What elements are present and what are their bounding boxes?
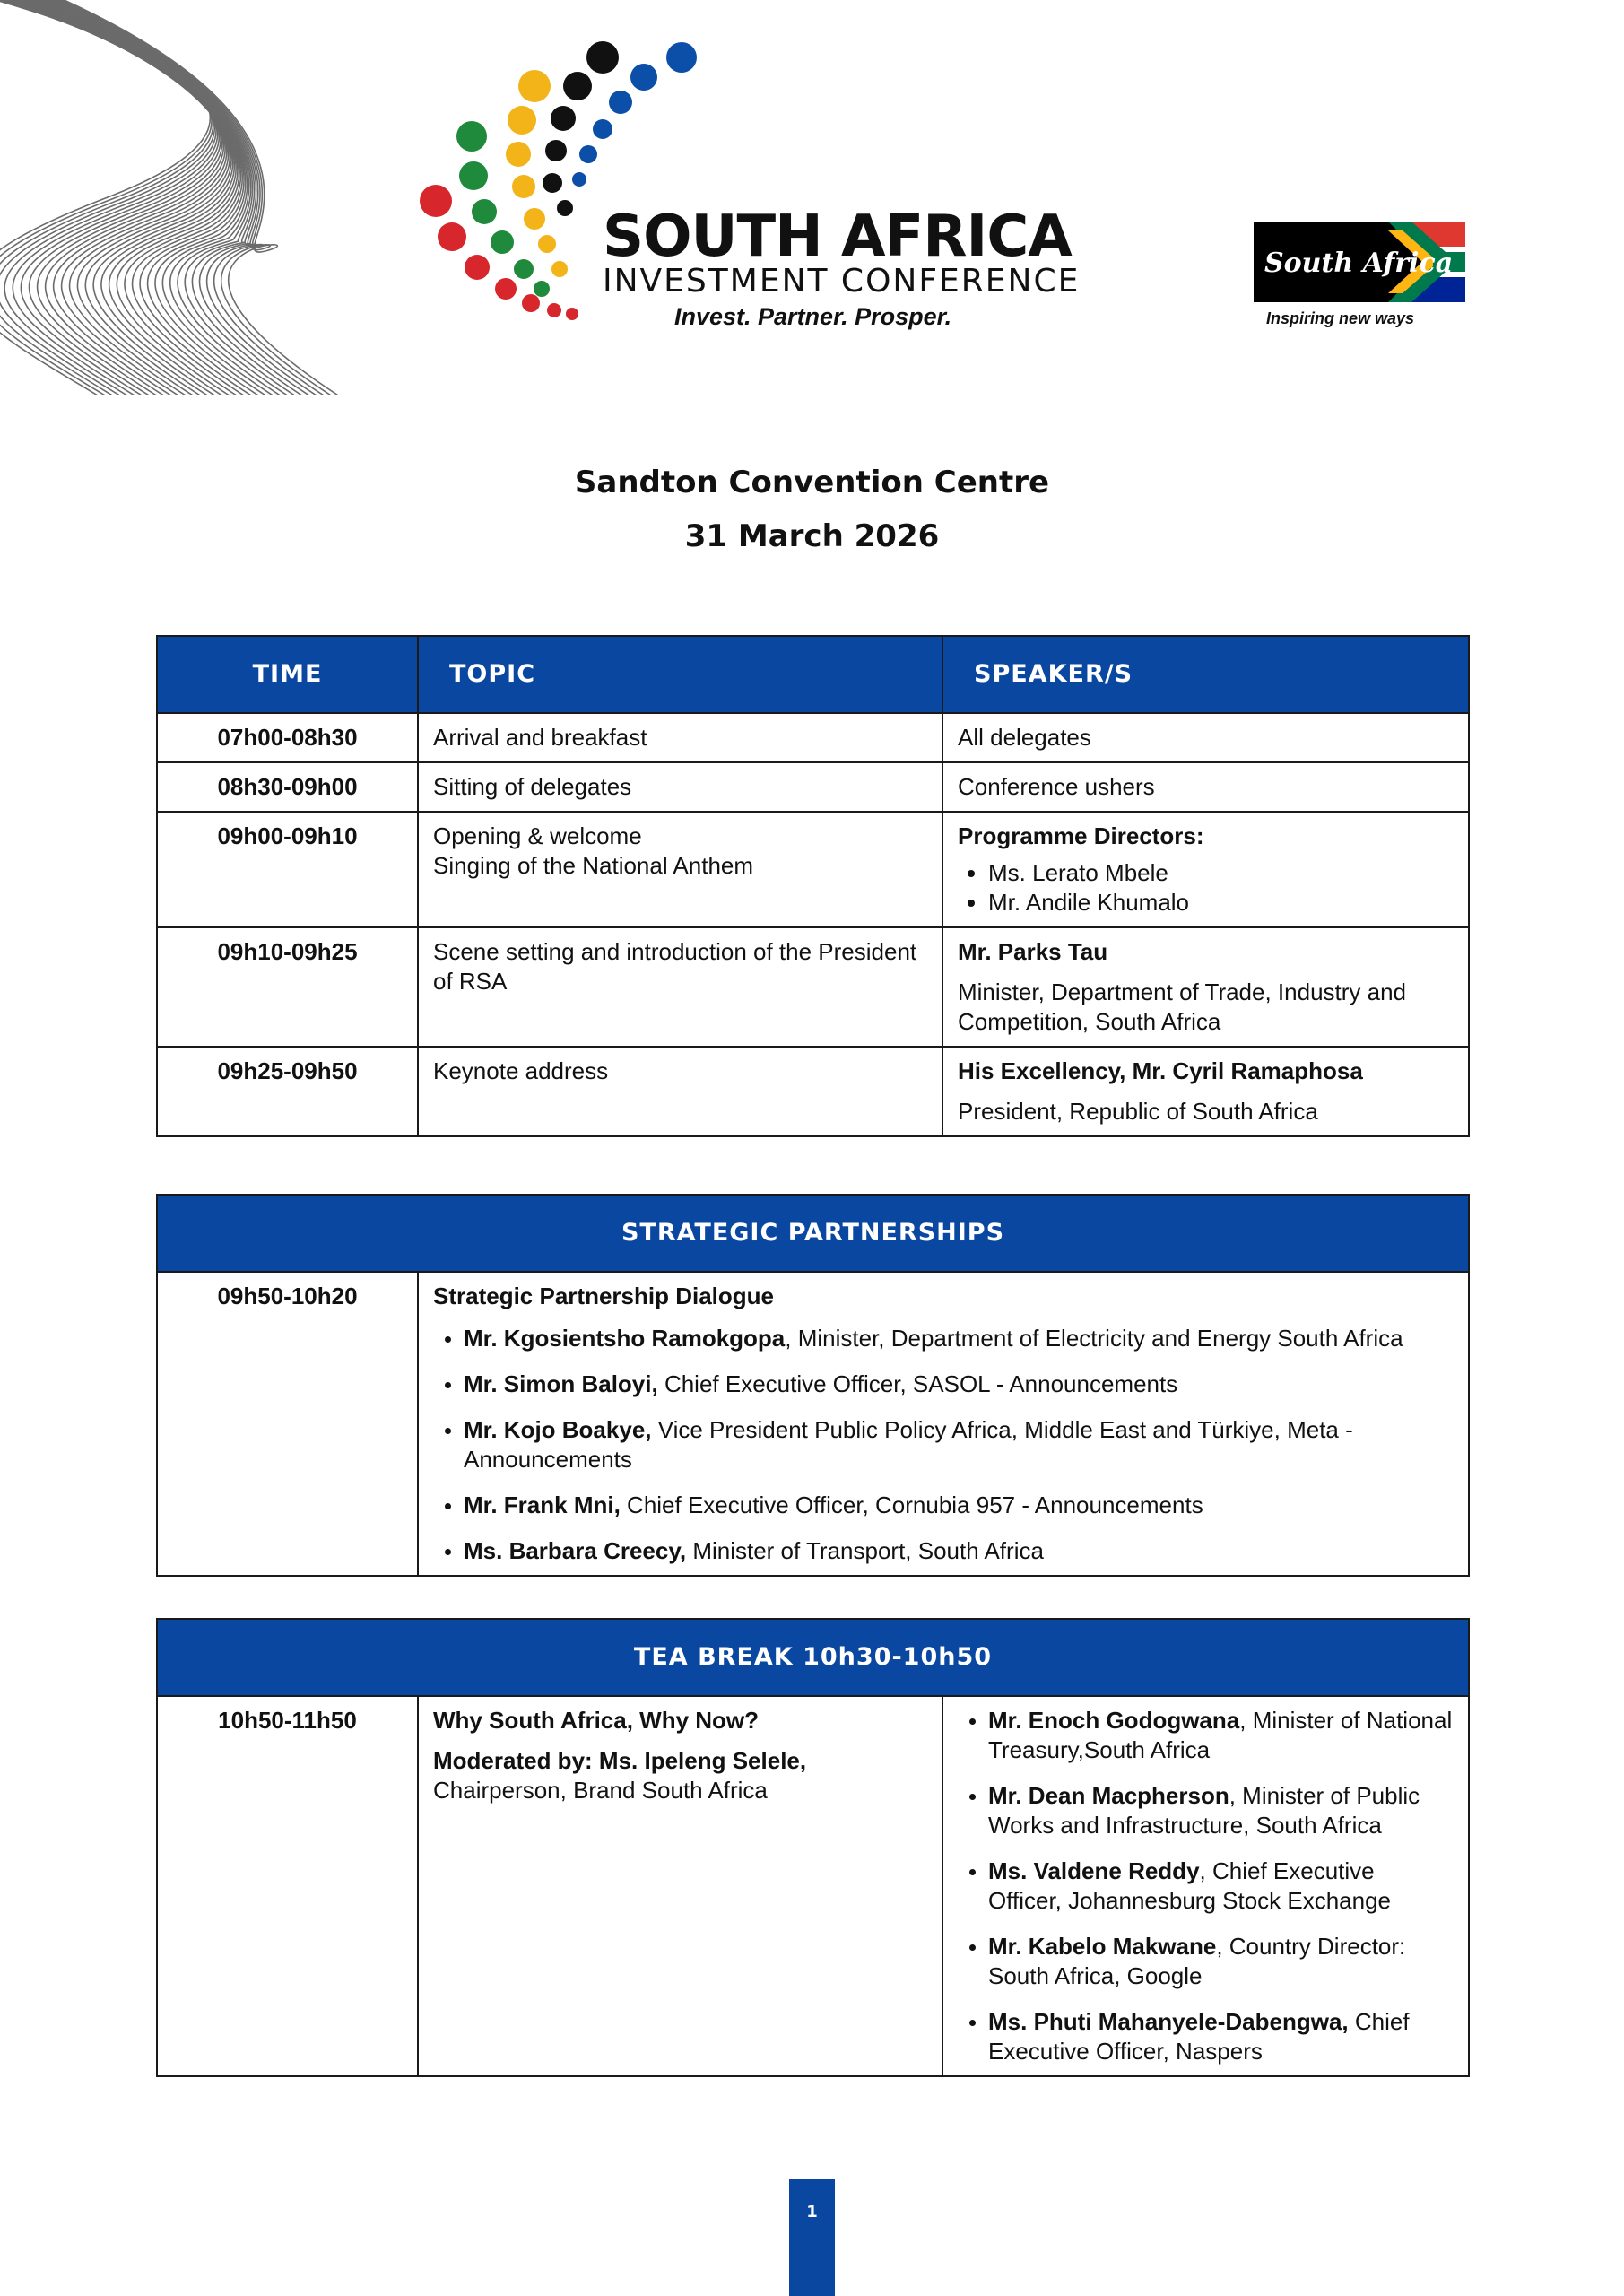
logo-dot: [630, 64, 657, 91]
section-heading-tea-break: TEA BREAK 10h30-10h50: [157, 1619, 1469, 1696]
logo-dot: [543, 173, 562, 193]
conference-title: SOUTH AFRICA: [603, 204, 1072, 270]
table-row: [157, 927, 1469, 1047]
row-topic: Sitting of delegates: [418, 762, 942, 812]
row-speaker: [942, 812, 1469, 927]
logo-dot: [465, 255, 490, 280]
logo-dot: [518, 70, 551, 102]
row-time: 07h00-08h30: [157, 713, 418, 762]
agenda-header-row: [157, 636, 1469, 713]
speaker-name: His Excellency, Mr. Cyril Ramaphosa: [958, 1057, 1363, 1085]
logo-dot: [491, 230, 514, 254]
row-speaker: All delegates: [942, 713, 1469, 762]
row-topic: Scene setting and introduction of the President of RSA: [418, 927, 942, 1047]
moderator-label: Moderated by: Ms. Ipeleng Selele,: [433, 1747, 807, 1775]
list-item: • Ms. Lerato Mbele: [988, 858, 1454, 888]
row-time: 09h00-09h10: [157, 812, 418, 927]
logo-dot: [566, 308, 578, 320]
table-row: [157, 812, 1469, 927]
row-time: 10h50-11h50: [157, 1696, 418, 2076]
list-item: • Mr. Enoch Godogwana, Minister of National Treasury,South Africa: [988, 1706, 1454, 1765]
logo-dot: [538, 235, 556, 253]
list-item: • Ms. Valdene Reddy, Chief Executive Officer, Johannesburg Stock Exchange: [988, 1857, 1454, 1916]
row-topic: Arrival and breakfast: [418, 713, 942, 762]
header-speakers: SPEAKER/S: [942, 636, 1469, 713]
agenda-table-opening: [156, 635, 1470, 1137]
brand-south-africa-logo: [1254, 222, 1465, 302]
list-item: • Mr. Andile Khumalo: [988, 888, 1454, 918]
logo-dot: [593, 119, 612, 139]
list-item: • Mr. Simon Baloyi, Chief Executive Officer, SASOL - Announcements: [464, 1370, 1454, 1399]
row-speaker: [942, 927, 1469, 1047]
speaker-role: President, Republic of South Africa: [958, 1098, 1318, 1126]
speaker-name: Mr. Parks Tau: [958, 938, 1108, 966]
table-row: [157, 1047, 1469, 1136]
agenda-table-tea-break: [156, 1618, 1470, 2077]
logo-dot: [609, 91, 632, 114]
table-row: [157, 713, 1469, 762]
logo-dot: [557, 200, 573, 216]
row-speaker: [942, 1047, 1469, 1136]
logo-dot: [438, 222, 466, 251]
list-item: • Ms. Barbara Creecy, Minister of Transport, South Africa: [464, 1536, 1454, 1566]
row-topic: [418, 1272, 1469, 1576]
header-topic: TOPIC: [418, 636, 942, 713]
logo-dot: [514, 259, 534, 279]
row-time: 09h10-09h25: [157, 927, 418, 1047]
row-time: 09h25-09h50: [157, 1047, 418, 1136]
row-topic: [418, 1696, 942, 2076]
header-time: TIME: [157, 636, 418, 713]
table-row: [157, 1696, 1469, 2076]
speaker-group-title: Programme Directors:: [958, 822, 1204, 850]
logo-dot: [545, 140, 567, 161]
speaker-list: [958, 858, 1454, 918]
moderator-role: Chairperson, Brand South Africa: [433, 1777, 768, 1805]
row-speaker: [942, 1696, 1469, 2076]
table-row: [157, 762, 1469, 812]
row-topic: Keynote address: [418, 1047, 942, 1136]
row-speaker: Conference ushers: [942, 762, 1469, 812]
speaker-list: [433, 1324, 1454, 1566]
logo-dot: [666, 42, 697, 73]
logo-dot: [506, 142, 531, 167]
logo-dot: [586, 41, 619, 74]
logo-dot: [456, 121, 487, 152]
logo-dot: [579, 145, 597, 163]
topic-line: Opening & welcome: [433, 822, 642, 850]
row-time: 08h30-09h00: [157, 762, 418, 812]
agenda-table-strategic: [156, 1194, 1470, 1577]
brand-caption: Inspiring new ways: [1266, 309, 1415, 327]
logo-dot: [534, 281, 550, 297]
list-item: • Mr. Dean Macpherson, Minister of Public Works and Infrastructure, South Africa: [988, 1781, 1454, 1840]
row-topic: [418, 812, 942, 927]
logo-dot: [524, 208, 545, 230]
speaker-list: [958, 1706, 1454, 2066]
logo-dot: [547, 303, 561, 317]
list-item: • Ms. Phuti Mahanyele-Dabengwa, Chief Executive Officer, Naspers: [988, 2007, 1454, 2066]
session-title: Strategic Partnership Dialogue: [433, 1283, 774, 1309]
conference-tagline: Invest. Partner. Prosper.: [674, 303, 952, 330]
logo-dot: [508, 106, 536, 135]
row-time: 09h50-10h20: [157, 1272, 418, 1576]
logo-dot: [420, 185, 452, 217]
session-title: Why South Africa, Why Now?: [433, 1707, 760, 1734]
logo-dot: [572, 172, 586, 187]
logo-dot: [563, 72, 592, 100]
page-number: 1: [789, 2179, 835, 2296]
logo-dot: [522, 294, 540, 312]
venue-name: Sandton Convention Centre: [574, 465, 1050, 500]
topic-line: Singing of the National Anthem: [433, 852, 754, 880]
table-row: [157, 1272, 1469, 1576]
section-heading-strategic: STRATEGIC PARTNERSHIPS: [157, 1195, 1469, 1272]
logo-dot: [472, 199, 497, 224]
conference-subtitle: INVESTMENT CONFERENCE: [603, 263, 1081, 300]
logo-dot: [495, 278, 517, 300]
list-item: • Mr. Kgosientsho Ramokgopa, Minister, Department of Electricity and Energy South Africa: [464, 1324, 1454, 1353]
brand-logo-text: South Africa: [1264, 248, 1454, 279]
logo-dot: [551, 261, 568, 277]
logo-dot: [459, 161, 488, 190]
list-item: • Mr. Kojo Boakye, Vice President Public Policy Africa, Middle East and Türkiye, Meta - Announcements: [464, 1415, 1454, 1474]
list-item: • Mr. Frank Mni, Chief Executive Officer, Cornubia 957 - Announcements: [464, 1491, 1454, 1520]
logo-dot: [512, 175, 535, 198]
event-date: 31 March 2026: [684, 518, 940, 554]
speaker-role: Minister, Department of Trade, Industry and Competition, South Africa: [958, 978, 1407, 1036]
logo-dot: [551, 106, 576, 131]
list-item: • Mr. Kabelo Makwane, Country Director: South Africa, Google: [988, 1932, 1454, 1991]
